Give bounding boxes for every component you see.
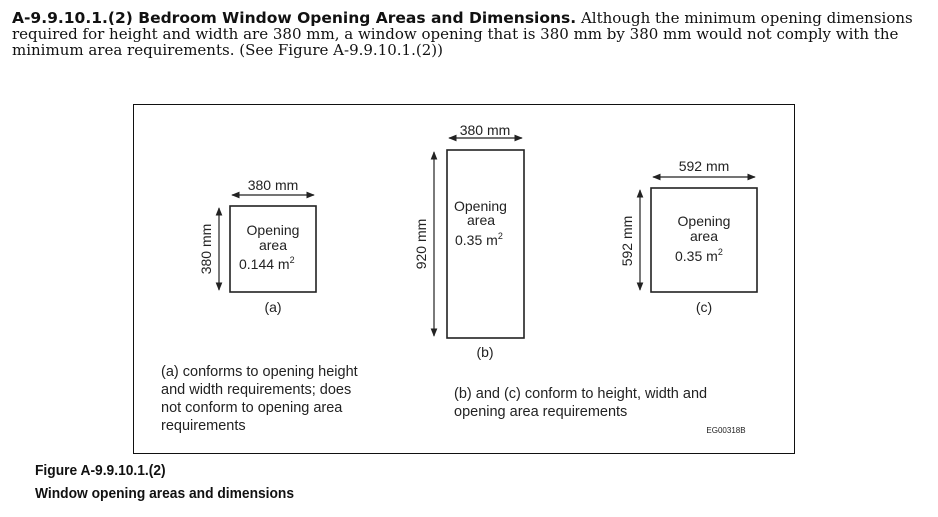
window-a-area-value: 0.144 $m^2$ bbox=[239, 255, 295, 272]
note-left bbox=[161, 363, 358, 435]
note-left-line: (a) conforms to opening height bbox=[161, 364, 358, 380]
window-a-height-label: 380 mm bbox=[198, 223, 214, 275]
note-right-line: (b) and (c) conform to height, width and bbox=[454, 386, 708, 402]
intro-text: Although the minimum opening dimensions required for height and width are 380 mm, a window opening that is 380 mm by 380 mm would not comply with the minimum area requirements. (See Figure A-9.9.10.1.(2)) bbox=[12, 9, 913, 59]
window-b-width-label: 380 mm bbox=[459, 122, 511, 138]
window-b-area-line2: area bbox=[467, 212, 496, 228]
window-c-area-line1: Opening bbox=[677, 213, 731, 229]
window-c-tag: (c) bbox=[695, 299, 713, 315]
note-left-line: and width requirements; does bbox=[161, 382, 352, 398]
figure-frame bbox=[133, 104, 795, 454]
note-left-line: not conform to opening area bbox=[161, 400, 343, 416]
window-b bbox=[413, 122, 524, 360]
window-c bbox=[619, 158, 757, 315]
figure-caption-number: Figure A-9.9.10.1.(2) bbox=[35, 462, 166, 479]
window-a-area-line2: area bbox=[258, 237, 288, 253]
window-a-area-line1: Opening bbox=[246, 222, 300, 238]
window-b-tag: (b) bbox=[476, 344, 494, 360]
window-b-height-label: 920 mm bbox=[413, 218, 429, 270]
note-right bbox=[454, 385, 707, 421]
window-a bbox=[198, 177, 316, 315]
figure-code: EG00318B bbox=[706, 426, 746, 435]
window-a-width-label: 380 mm bbox=[247, 177, 299, 193]
window-c-area-value: 0.35 $m^2$ bbox=[675, 247, 723, 264]
window-b-area-line1: Opening bbox=[454, 198, 507, 214]
intro-paragraph bbox=[12, 10, 922, 58]
window-c-width-label: 592 mm bbox=[678, 158, 730, 174]
figure-caption-title: Window opening areas and dimensions bbox=[35, 485, 295, 502]
window-b-area-value: 0.35 $m^2$ bbox=[455, 231, 503, 248]
note-right-line: opening area requirements bbox=[454, 404, 628, 420]
note-left-line: requirements bbox=[161, 418, 246, 434]
window-a-tag: (a) bbox=[264, 299, 282, 315]
window-c-area-line2: area bbox=[689, 228, 719, 244]
section-heading: A-9.9.10.1.(2) Bedroom Window Opening Areas and Dimensions. bbox=[12, 9, 577, 27]
window-c-height-label: 592 mm bbox=[619, 215, 635, 267]
